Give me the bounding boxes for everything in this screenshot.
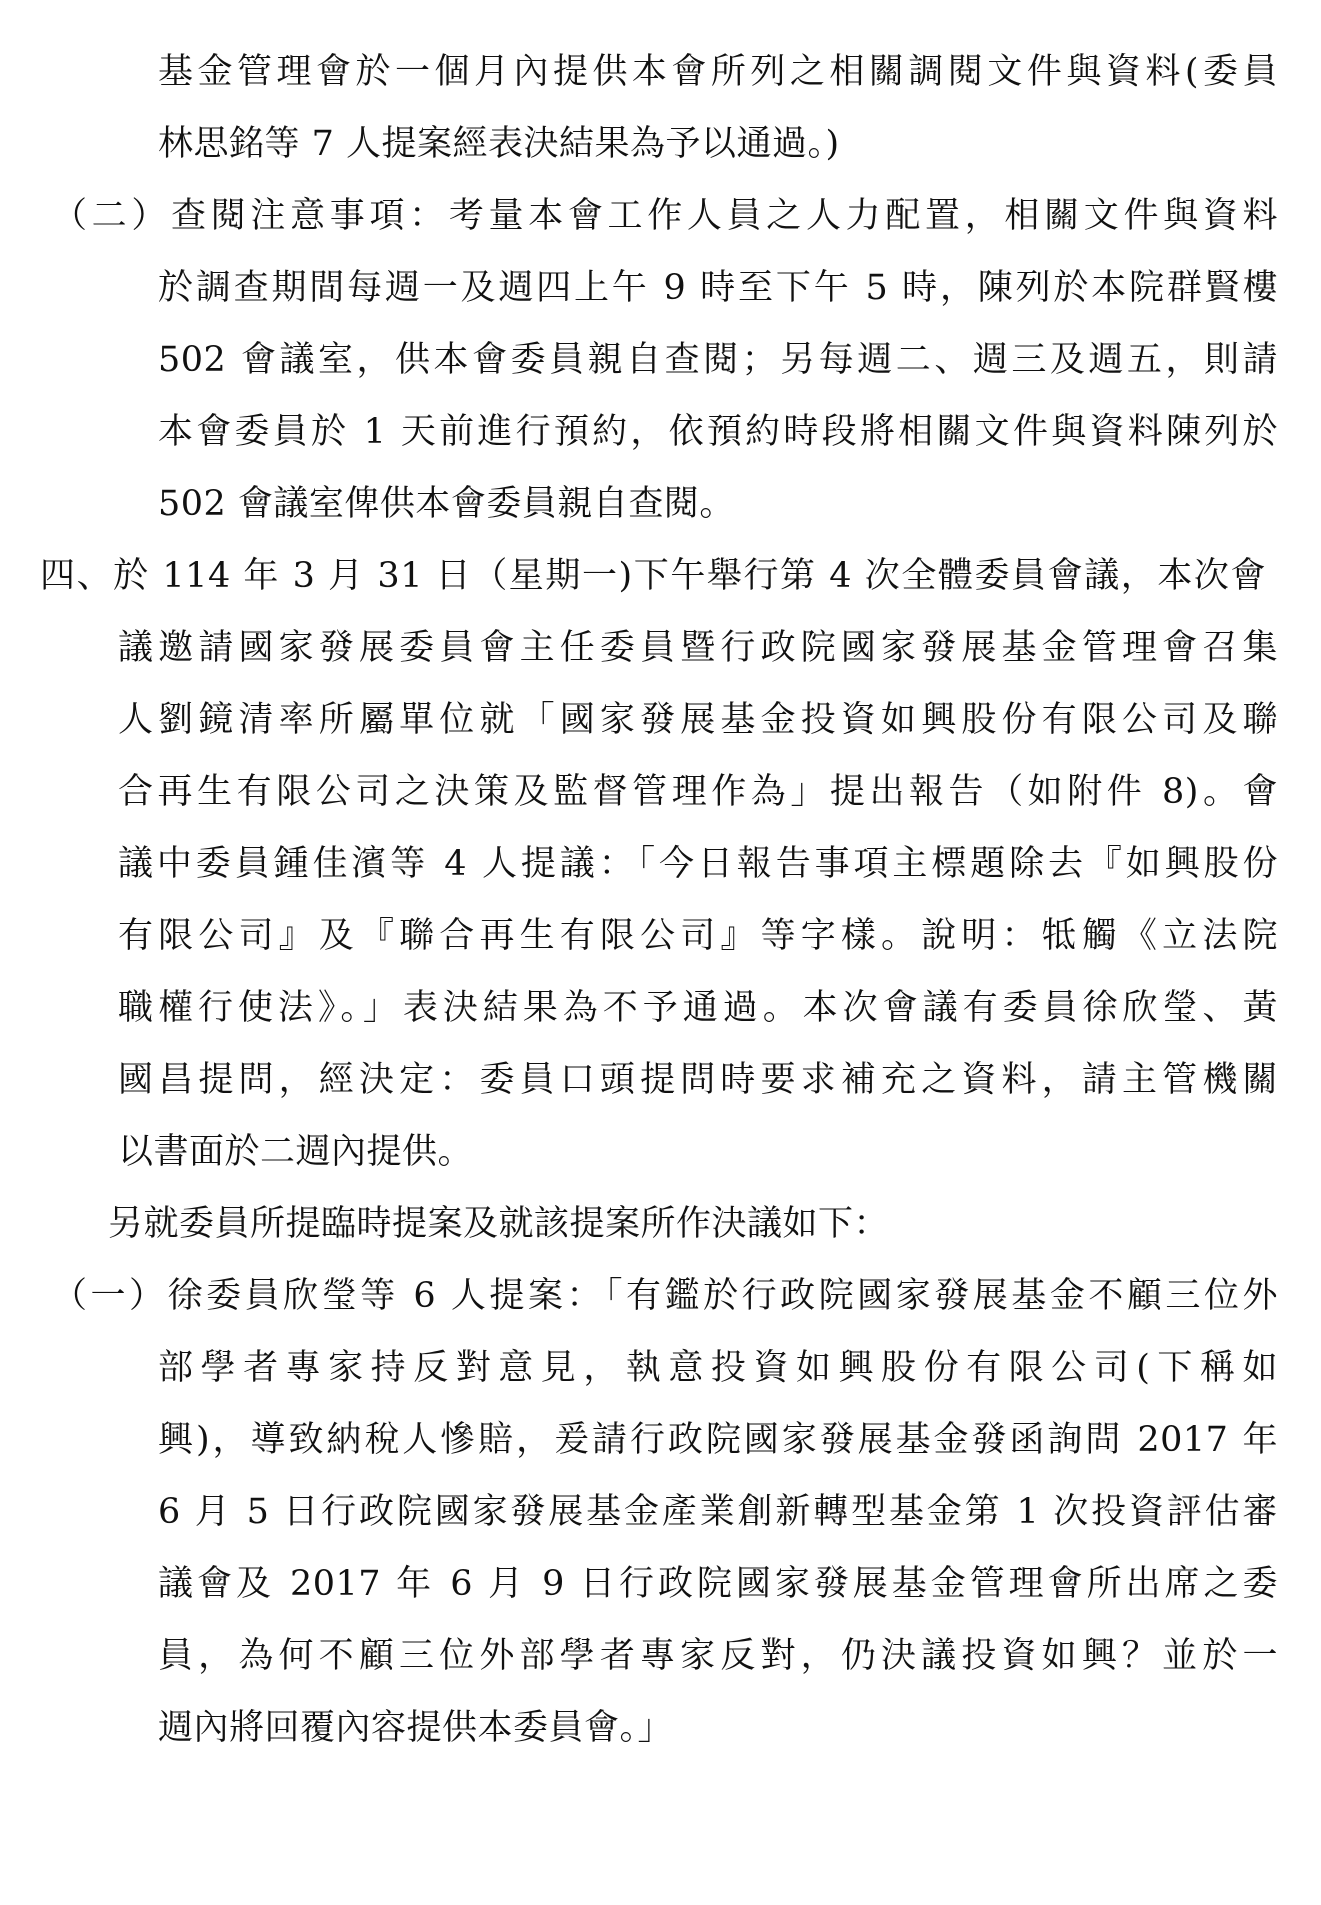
item-heading-1: （一）徐委員欣瑩等 6 人提案：「有鑑於行政院國家發展基金不顧三位外 <box>52 1276 1278 1316</box>
text-line-12: 議中委員鍾佳濱等 4 人提議：「今日報告事項主標題除去『如興股份 <box>118 844 1278 884</box>
text-line-15: 國昌提問，經決定：委員口頭提問時要求補充之資料，請主管機關 <box>118 1060 1278 1100</box>
text-line-21: 6 月 5 日行政院國家發展基金產業創新轉型基金第 1 次投資評估審 <box>158 1492 1278 1532</box>
text-line-14: 職權行使法》。」表決結果為不予通過。本次會議有委員徐欣瑩、黃 <box>118 988 1278 1028</box>
text-line-5: 502 會議室，供本會委員親自查閱；另每週二、週三及週五，則請 <box>158 340 1278 380</box>
text-line-1: 基金管理會於一個月內提供本會所列之相關調閱文件與資料(委員 <box>158 52 1278 92</box>
text-line-10: 人劉鏡清率所屬單位就「國家發展基金投資如興股份有限公司及聯 <box>118 700 1278 740</box>
motion-intro: 另就委員所提臨時提案及就該提案所作決議如下： <box>108 1204 890 1244</box>
section-four-heading: 四、於 114 年 3 月 31 日（星期一)下午舉行第 4 次全體委員會議，本次會 <box>40 556 1266 596</box>
text-line-24: 週內將回覆內容提供本委員會。」 <box>158 1708 674 1748</box>
text-line-22: 議會及 2017 年 6 月 9 日行政院國家發展基金管理會所出席之委 <box>158 1564 1278 1604</box>
text-line-13: 有限公司』及『聯合再生有限公司』等字樣。說明：牴觸《立法院 <box>118 916 1278 956</box>
text-line-7: 502 會議室俾供本會委員親自查閱。 <box>158 484 735 524</box>
text-line-20: 興)，導致納稅人慘賠，爰請行政院國家發展基金發函詢問 2017 年 <box>158 1420 1278 1460</box>
text-line-2: 林思銘等 7 人提案經表決結果為予以通過。) <box>158 124 840 164</box>
text-line-19: 部學者專家持反對意見，執意投資如興股份有限公司(下稱如 <box>158 1348 1278 1388</box>
text-line-6: 本會委員於 1 天前進行預約，依預約時段將相關文件與資料陳列於 <box>158 412 1278 452</box>
item-heading-2: （二）查閱注意事項：考量本會工作人員之人力配置，相關文件與資料 <box>52 196 1278 236</box>
text-line-9: 議邀請國家發展委員會主任委員暨行政院國家發展基金管理會召集 <box>118 628 1278 668</box>
text-line-11: 合再生有限公司之決策及監督管理作為」提出報告（如附件 8)。會 <box>118 772 1278 812</box>
text-line-16: 以書面於二週內提供。 <box>118 1132 474 1172</box>
text-line-23: 員，為何不顧三位外部學者專家反對，仍決議投資如興？並於一 <box>158 1636 1278 1676</box>
text-line-4: 於調查期間每週一及週四上午 9 時至下午 5 時，陳列於本院群賢樓 <box>158 268 1278 308</box>
